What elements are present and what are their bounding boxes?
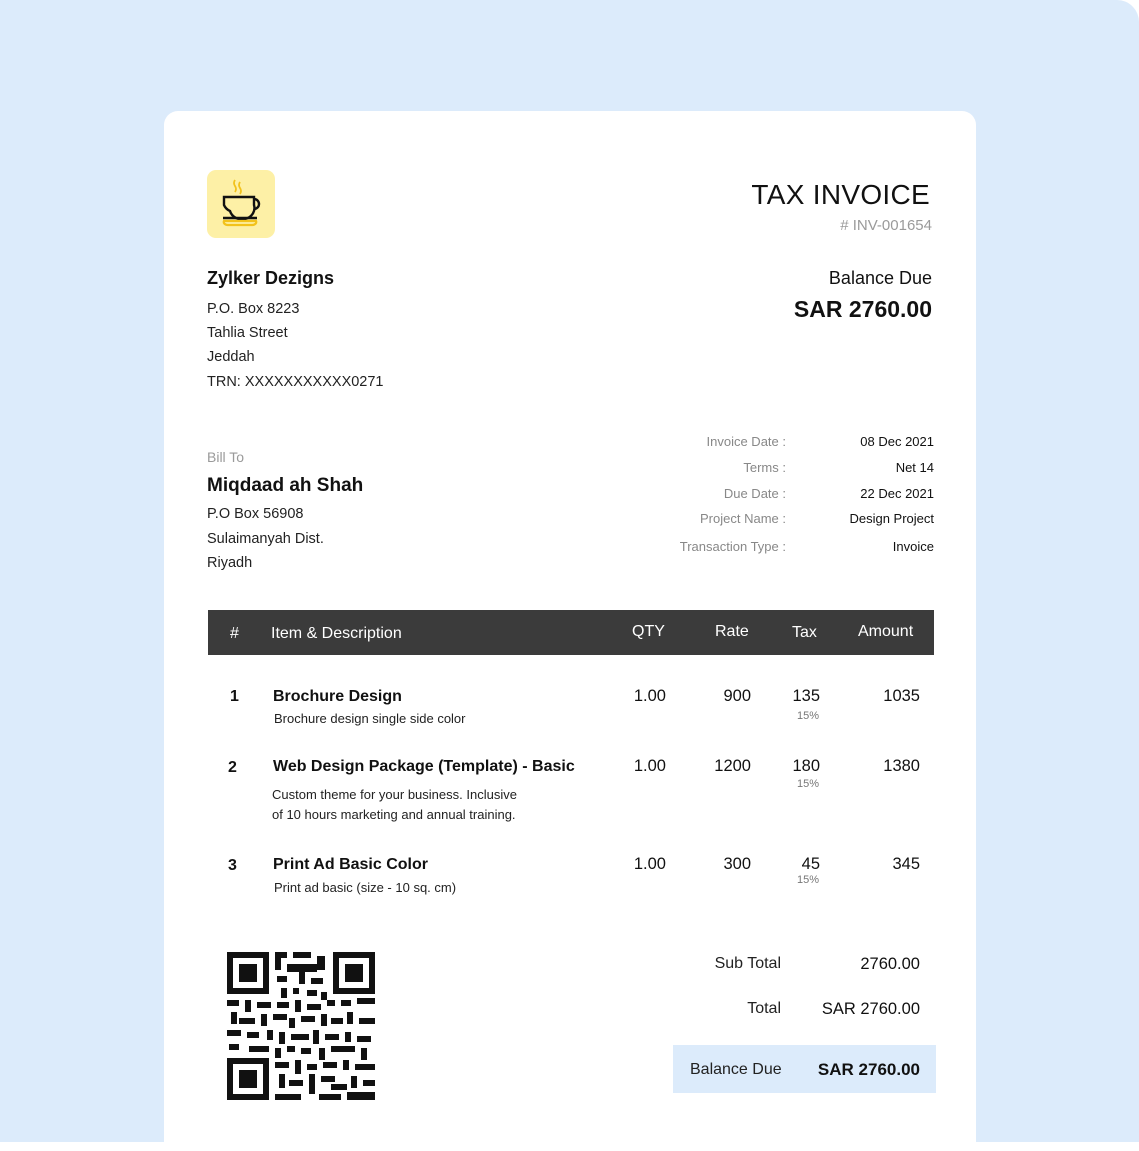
invoice-number: # INV-001654 <box>840 217 932 234</box>
balance-due-total-value: SAR 2760.00 <box>817 1060 920 1079</box>
item-qty: 1.00 <box>633 855 666 873</box>
invoice-date-value: 08 Dec 2021 <box>860 434 934 449</box>
item-tax-percent: 15% <box>796 778 820 790</box>
terms-value: Net 14 <box>895 460 934 475</box>
due-date-label: Due Date : <box>723 486 786 501</box>
coffee-cup-icon <box>207 170 275 238</box>
header-qty: QTY <box>632 623 665 640</box>
qr-code-image <box>227 952 375 1100</box>
item-amount: 1035 <box>883 687 920 705</box>
item-tax-percent: 15% <box>796 874 820 886</box>
balance-due-label: Balance Due <box>828 268 932 288</box>
company-trn: TRN: XXXXXXXXXXX0271 <box>207 374 384 390</box>
company-address-line: Tahlia Street <box>207 325 288 341</box>
balance-due-total-label: Balance Due <box>690 1061 782 1078</box>
transaction-type-label: Transaction Type : <box>679 539 786 554</box>
header-item: Item & Description <box>271 625 402 642</box>
item-rate: 300 <box>723 855 751 873</box>
qr-code <box>227 952 375 1100</box>
client-address-line: P.O Box 56908 <box>207 506 304 522</box>
item-tax-percent: 15% <box>796 710 820 722</box>
header-amount: Amount <box>858 623 914 640</box>
company-logo <box>207 170 275 238</box>
due-date-value: 22 Dec 2021 <box>860 486 934 501</box>
item-qty: 1.00 <box>633 757 666 775</box>
row-number: 1 <box>230 688 239 705</box>
company-address-line: P.O. Box 8223 <box>207 301 300 317</box>
item-name: Print Ad Basic Color <box>273 856 428 873</box>
balance-due-amount: SAR 2760.00 <box>793 296 932 322</box>
header-num: # <box>230 625 239 642</box>
invoice-card <box>164 111 976 1151</box>
item-name: Web Design Package (Template) - Basic <box>273 758 575 775</box>
balance-due-box <box>673 1045 936 1093</box>
item-name: Brochure Design <box>273 688 402 705</box>
item-rate: 900 <box>723 687 751 705</box>
transaction-type-value: Invoice <box>892 539 934 554</box>
client-address-line: Sulaimanyah Dist. <box>207 531 324 547</box>
item-amount: 345 <box>892 855 920 873</box>
item-tax: 135 <box>792 687 820 705</box>
header-tax: Tax <box>792 624 817 641</box>
invoice-date-label: Invoice Date : <box>706 434 786 449</box>
total-label: Total <box>747 1000 781 1017</box>
item-qty: 1.00 <box>633 687 666 705</box>
row-number: 2 <box>228 759 237 776</box>
bill-to-label: Bill To <box>207 449 245 465</box>
item-description: Brochure design single side color <box>274 711 466 726</box>
item-description: Print ad basic (size - 10 sq. cm) <box>274 880 457 895</box>
row-number: 3 <box>228 857 237 874</box>
header-rate: Rate <box>715 623 749 640</box>
project-name-label: Project Name : <box>700 511 786 526</box>
project-name-value: Design Project <box>849 511 934 526</box>
items-table-header <box>208 610 934 655</box>
item-tax: 45 <box>801 855 820 873</box>
sub-total-label: Sub Total <box>714 955 781 972</box>
terms-label: Terms : <box>743 460 786 475</box>
client-address-line: Riyadh <box>207 555 253 571</box>
company-address-line: Jeddah <box>207 349 255 365</box>
item-tax: 180 <box>792 757 820 775</box>
item-description: of 10 hours marketing and annual training. <box>272 807 516 822</box>
total-value: SAR 2760.00 <box>821 1000 920 1018</box>
item-description: Custom theme for your business. Inclusive <box>272 787 517 802</box>
client-name: Miqdaad ah Shah <box>207 475 364 496</box>
invoice-title: TAX INVOICE <box>751 179 930 210</box>
sub-total-value: 2760.00 <box>860 955 920 973</box>
company-name: Zylker Dezigns <box>207 268 335 288</box>
item-rate: 1200 <box>714 757 751 775</box>
item-amount: 1380 <box>883 757 920 775</box>
